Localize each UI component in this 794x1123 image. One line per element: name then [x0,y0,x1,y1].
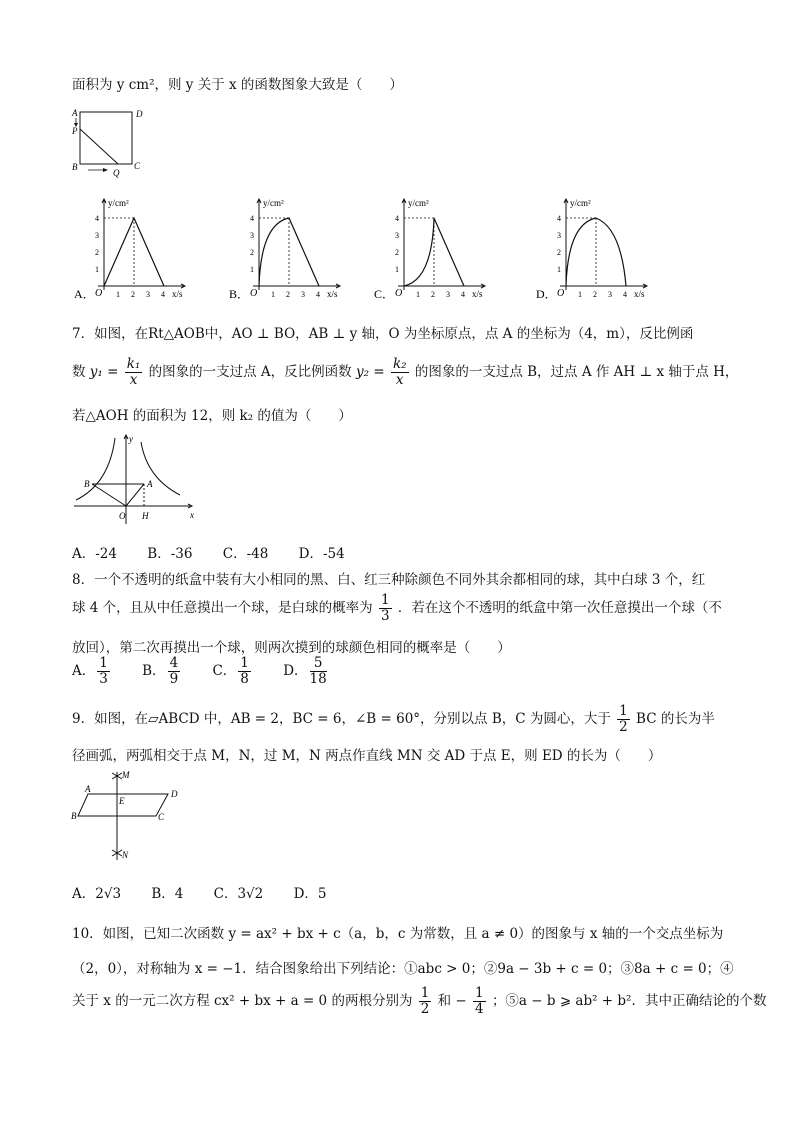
x-tick-label: 1 [116,290,120,299]
option-a-label: A． [74,287,95,301]
y-tick-label: 1 [395,265,399,274]
q7-x1: x [129,372,138,388]
x-axis-label: x/s [472,289,483,299]
q9-frac-den: 2 [619,719,628,735]
q9-line1 [72,704,715,735]
x-axis-label: x/s [172,289,183,299]
q9-line2: 径画弧，两弧相交于点 M，N，过 M，N 两点作直线 MN 交 AD 于点 E，则 ED 的长为（ ） [72,748,662,764]
q6-stem: 面积为 y cm²，则 y 关于 x 的函数图象大致是（ ） [72,77,403,93]
q9-option-d[interactable]: D．5 [293,886,327,902]
q6-options-graphs [72,196,672,304]
y-axis-label: y/cm² [570,198,591,208]
q7-line1: 7．如图，在Rt△AOB中，AO ⊥ BO，AB ⊥ y 轴，O 为坐标原点，点 A 的坐标为（4，m），反比例函 [72,326,694,342]
q8-d-den: 18 [309,671,327,687]
q10-frac1-num: 1 [420,985,430,1001]
q8-b-den: 9 [169,671,179,687]
q10-text-mid: 和 − [437,993,467,1009]
q9-fig-n: N [122,850,129,860]
q7-k2: k₂ [392,356,407,372]
option-c-label: C． [374,287,395,301]
q7-text-post: 的图象的一支过点 B，过点 A 作 AH ⊥ x 轴于点 H， [414,364,739,380]
q8-d-num: 5 [310,656,327,672]
q7-y1: y₁ = [89,364,119,380]
q9-fig-a: A [85,784,91,794]
x-tick-label: 2 [131,290,135,299]
option-d-label: D． [536,287,557,301]
x-tick-label: 4 [461,290,465,299]
y-tick-label: 2 [250,248,254,257]
q8-c-den: 8 [240,671,249,687]
q10-line3 [72,986,766,1017]
q8-option-b-label: B． [142,663,166,679]
q9-fig-e: E [119,796,125,806]
x-tick-label: 1 [271,290,275,299]
sq-label-p: P [72,126,78,136]
q9-text-post: BC 的长为半 [636,711,715,727]
y-tick-label: 4 [395,214,399,223]
y-tick-label: 1 [95,265,99,274]
origin-label: O [95,288,103,299]
q7-line3: 若△AOH 的面积为 12，则 k₂ 的值为（ ） [72,408,352,424]
q7-k1: k₁ [126,356,141,372]
q7-fig-a: A [147,479,153,489]
q8-text: 球 4 个，且从中任意摸出一个球，是白球的概率为 [72,600,373,616]
q10-text: 关于 x 的一元二次方程 cx² + bx + a = 0 的两根分别为 [72,993,413,1009]
x-axis-label: x/s [634,289,645,299]
q8-a-num: 1 [99,655,108,671]
origin-label: O [557,288,565,299]
x-tick-label: 3 [146,290,150,299]
sq-label-b: B [72,162,78,172]
q8-line3: 放回），第二次再摸出一个球，则两次摸到的球颜色相同的概率是（ ） [72,640,511,656]
q7-figure [70,432,200,528]
x-tick-label: 3 [301,290,305,299]
y-axis-label: y/cm² [263,198,284,208]
q9-option-b[interactable]: B．4 [151,886,184,902]
y-tick-label: 4 [95,214,99,223]
q10-line1: 10．如图，已知二次函数 y = ax² + bx + c（a，b，c 为常数，且 a ≠ 0）的图象与 x 轴的一个交点坐标为 [72,926,724,942]
q7-option-a[interactable]: A．-24 [72,546,117,562]
q8-frac [379,593,392,624]
q9-fig-d: D [171,789,178,799]
y-axis-label: y/cm² [408,198,429,208]
q7-x2: x [395,372,404,388]
q8-frac-num: 1 [380,592,390,608]
q7-frac-k2 [391,357,409,388]
q8-frac-den: 3 [380,608,390,624]
q8-text-post: ．若在这个不透明的纸盒中第一次任意摸出一个球（不 [397,600,722,616]
q7-fig-y: y [129,434,133,444]
q9-fig-b: B [71,811,77,821]
graph-c [374,198,485,301]
sq-label-d: D [136,109,143,119]
q7-y2: y₂ = [355,364,385,380]
q10-text-post: ；⑤a − b ⩾ ab² + b²．其中正确结论的个数 [491,993,767,1009]
q6-square-figure [62,104,152,179]
q8-b-num: 4 [169,655,179,671]
q9-frac-num: 1 [619,703,628,719]
x-tick-label: 4 [161,290,165,299]
x-tick-label: 3 [446,290,450,299]
q10-frac2-num: 1 [475,985,484,1001]
q10-frac2 [473,986,486,1017]
y-tick-label: 2 [95,248,99,257]
graph-d [536,198,647,301]
q8-line1: 8．一个不透明的纸盒中装有大小相同的黑、白、红三种除颜色不同外其余都相同的球，其中白球 3 个，红 [72,572,706,588]
origin-label: O [395,288,403,299]
y-tick-label: 4 [250,214,254,223]
q9-fig-m: M [122,770,130,780]
y-tick-label: 3 [557,231,561,240]
origin-label: O [250,288,258,299]
q9-option-c[interactable]: C．3√2 [213,886,264,902]
x-tick-label: 3 [608,290,612,299]
q7-options [72,542,371,562]
q8-option-d-label: D． [283,663,308,679]
q7-fig-o: O [119,511,126,521]
q9-fig-c: C [158,812,165,822]
graph-a [74,198,185,301]
q8-option-a-label: A． [72,663,96,679]
x-axis-label: x/s [327,289,338,299]
y-tick-label: 3 [395,231,399,240]
q7-line2 [72,357,738,388]
q9-option-a[interactable]: A．2√3 [72,886,122,902]
q8-option-c-label: C． [212,663,237,679]
y-tick-label: 4 [557,214,561,223]
q8-option-d[interactable] [283,656,329,687]
q8-c-num: 1 [240,655,249,671]
q7-frac-k1 [125,357,143,388]
q9-figure [68,768,188,864]
x-tick-label: 4 [316,290,320,299]
y-tick-label: 2 [395,248,399,257]
x-tick-label: 2 [431,290,435,299]
q10-line2: （2，0），对称轴为 x = −1．结合图象给出下列结论：①abc > 0；②9a − 3b + c = 0；③8a + c = 0；④ [72,961,734,977]
sq-label-a: A [72,108,78,118]
y-tick-label: 3 [250,231,254,240]
q8-option-a[interactable] [72,656,112,687]
q9-text: 9．如图，在▱ABCD 中，AB = 2，BC = 6，∠B = 60°，分别以点 B，C 为圆心，大于 [72,711,611,727]
q7-fig-b: B [84,479,90,489]
x-tick-label: 2 [593,290,597,299]
y-axis-label: y/cm² [108,198,129,208]
q7-option-b[interactable]: B．-36 [147,546,193,562]
q7-option-c[interactable]: C．-48 [222,546,269,562]
x-tick-label: 1 [416,290,420,299]
y-tick-label: 1 [557,265,561,274]
sq-label-q: Q [113,168,120,178]
y-tick-label: 3 [95,231,99,240]
x-tick-label: 2 [286,290,290,299]
graph-b [229,198,340,301]
q10-frac1 [419,986,432,1017]
q7-text: 数 [72,364,86,380]
x-tick-label: 4 [623,290,627,299]
option-b-label: B． [229,287,250,301]
q8-option-c[interactable] [212,656,252,687]
q10-frac1-den: 2 [420,1001,430,1017]
y-tick-label: 2 [557,248,561,257]
sq-label-c: C [134,161,141,171]
q9-frac [617,704,630,735]
q8-options [72,656,355,687]
q7-text-mid: 的图象的一支过点 A，反比例函数 [148,364,352,380]
q7-option-d[interactable]: D．-54 [298,546,345,562]
q7-fig-x: x [190,510,194,520]
q9-options [72,882,352,902]
x-tick-label: 1 [578,290,582,299]
y-tick-label: 1 [250,265,254,274]
q8-option-b[interactable] [142,656,182,687]
q10-frac2-den: 4 [475,1001,484,1017]
q8-a-den: 3 [99,671,108,687]
q8-line2 [72,593,722,624]
q7-fig-h: H [142,511,149,521]
